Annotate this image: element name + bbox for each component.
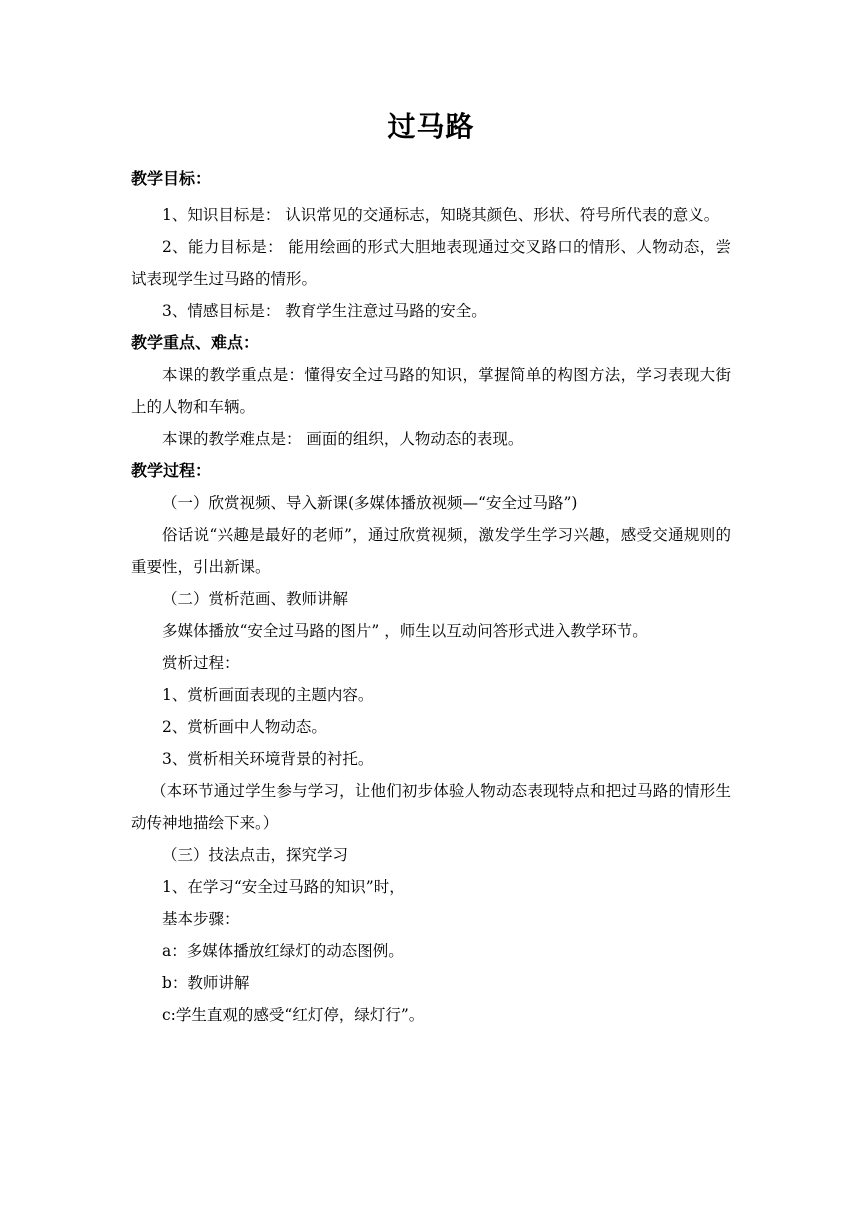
appreciation-item-3: 3、赏析相关环境背景的衬托。 bbox=[162, 750, 374, 768]
document-page bbox=[131, 105, 731, 1031]
document-title: 过马路 bbox=[387, 110, 475, 143]
goal-emotion: 3、情感目标是： 教育学生注意过马路的安全。 bbox=[162, 302, 487, 320]
goal-knowledge: 1、知识目标是： 认识常见的交通标志，知晓其颜色、形状、符号所代表的意义。 bbox=[162, 206, 720, 224]
step2-title: （二）赏析范画、教师讲解 bbox=[162, 590, 349, 608]
step3-title: （三）技法点击，探究学习 bbox=[162, 846, 349, 864]
section-heading-key-points: 教学重点、难点： bbox=[131, 333, 260, 352]
step-b: b：教师讲解 bbox=[162, 974, 250, 992]
section-heading-process: 教学过程： bbox=[131, 461, 212, 480]
key-point-text: 本课的教学重点是：懂得安全过马路的知识，掌握简单的构图方法，学习表现大街上的人物和车辆。 bbox=[131, 366, 731, 416]
basic-steps-label: 基本步骤： bbox=[162, 910, 240, 928]
step-a: a：多媒体播放红绿灯的动态图例。 bbox=[162, 942, 404, 960]
section-note: （本环节通过学生参与学习，让他们初步体验人物动态表现特点和把过马路的情形生动传神地描绘下来。） bbox=[131, 782, 731, 832]
step-c: c:学生直观的感受“红灯停，绿灯行”。 bbox=[162, 1006, 425, 1024]
appreciation-label: 赏析过程： bbox=[162, 654, 240, 672]
section-heading-goals: 教学目标： bbox=[131, 169, 212, 188]
step1-text: 俗话说“兴趣是最好的老师”，通过欣赏视频，激发学生学习兴趣，感受交通规则的重要性，引出新课。 bbox=[131, 526, 731, 576]
appreciation-item-1: 1、赏析画面表现的主题内容。 bbox=[162, 686, 374, 704]
appreciation-item-2: 2、赏析画中人物动态。 bbox=[162, 718, 327, 736]
step1-title: （一）欣赏视频、导入新课(多媒体播放视频—“安全过马路”) bbox=[162, 494, 578, 512]
step3-item-1: 1、在学习“安全过马路的知识”时， bbox=[162, 878, 405, 896]
difficulty-text: 本课的教学难点是： 画面的组织，人物动态的表现。 bbox=[162, 430, 524, 448]
step2-text: 多媒体播放“安全过马路的图片” ，师生以互动问答形式进入教学环节。 bbox=[162, 622, 648, 640]
goal-ability: 2、能力目标是： 能用绘画的形式大胆地表现通过交叉路口的情形、人物动态，尝试表现学生过马路的情形。 bbox=[131, 238, 731, 288]
